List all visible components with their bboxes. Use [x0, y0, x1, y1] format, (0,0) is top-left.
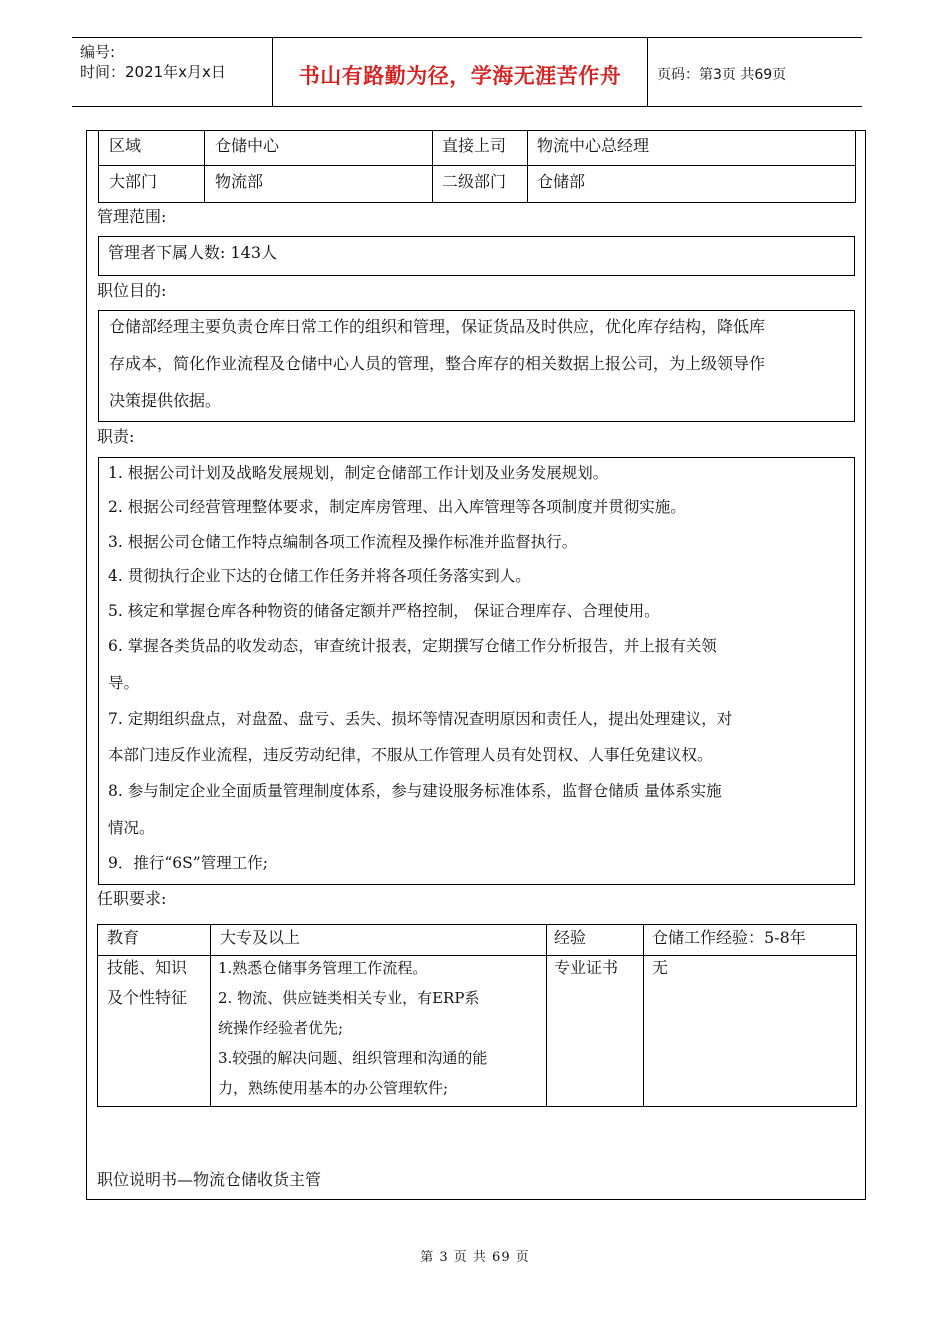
duty-line: 5. 核定和掌握仓库各种物资的储备定额并严格控制， 保证合理库存、合理使用。 — [108, 602, 660, 620]
table-divider — [432, 130, 433, 202]
subdept-label: 二级部门 — [442, 172, 507, 191]
number-label: 编号: — [80, 43, 116, 61]
education-value: 大专及以上 — [220, 928, 301, 947]
table-divider — [98, 955, 856, 956]
duties-box — [98, 457, 855, 885]
experience-value: 仓储工作经验：5-8年 — [652, 928, 806, 947]
table-divider — [527, 130, 528, 202]
region-value: 仓储中心 — [215, 136, 280, 155]
table-divider — [546, 925, 547, 1106]
header-meta — [80, 42, 226, 82]
scope-heading: 管理范围: — [97, 207, 167, 226]
table-divider — [99, 165, 855, 166]
supervisor-value: 物流中心总经理 — [537, 136, 650, 155]
skills-line: 力，熟练使用基本的办公管理软件; — [218, 1079, 449, 1097]
duty-line: 3. 根据公司仓储工作特点编制各项工作流程及操作标准并监督执行。 — [108, 533, 578, 551]
skills-label: 及个性特征 — [107, 988, 188, 1007]
cert-label: 专业证书 — [554, 958, 619, 977]
region-label: 区域 — [109, 136, 142, 155]
next-section-title: 职位说明书—物流仓储收货主管 — [97, 1170, 322, 1189]
page-header — [72, 37, 862, 107]
dept-value: 物流部 — [215, 172, 264, 191]
duty-line: 1. 根据公司计划及战略发展规划，制定仓储部工作计划及业务发展规划。 — [108, 464, 609, 482]
skills-line: 统操作经验者优先; — [218, 1019, 344, 1037]
purpose-line: 决策提供依据。 — [109, 391, 222, 410]
table-divider — [210, 925, 211, 1106]
duty-line: 4. 贯彻执行企业下达的仓储工作任务并将各项任务落实到人。 — [108, 567, 531, 585]
duty-line: 6. 掌握各类货品的收发动态，审查统计报表，定期撰写仓储工作分析报告，并上报有关领 — [108, 637, 717, 655]
experience-label: 经验 — [554, 928, 587, 947]
duty-line: 9．推行“6S”管理工作; — [108, 854, 268, 872]
header-page-number: 页码：第3页 共69页 — [657, 67, 787, 83]
scope-content: 管理者下属人数: 143人 — [108, 243, 278, 262]
duty-line: 情况。 — [108, 819, 155, 837]
duties-heading: 职责: — [97, 427, 135, 446]
time-label: 时间：2021年x月x日 — [80, 63, 226, 81]
skills-label: 技能、知识 — [107, 958, 188, 977]
header-motto: 书山有路勤为径，学海无涯苦作舟 — [298, 64, 622, 88]
table-divider — [204, 130, 205, 202]
duty-line: 2. 根据公司经营管理整体要求，制定库房管理、出入库管理等各项制度并贯彻实施。 — [108, 498, 686, 516]
cert-value: 无 — [652, 958, 669, 977]
skills-line: 1.熟悉仓储事务管理工作流程。 — [218, 959, 428, 977]
duty-line: 导。 — [108, 674, 140, 692]
duty-line: 7. 定期组织盘点，对盘盈、盘亏、丢失、损坏等情况查明原因和责任人，提出处理建议，对 — [108, 710, 733, 728]
duty-line: 8. 参与制定企业全面质量管理制度体系，参与建设服务标准体系，监督仓储质 量体系实施 — [108, 782, 722, 800]
requirements-table — [97, 924, 857, 1107]
supervisor-label: 直接上司 — [442, 136, 507, 155]
requirements-heading: 任职要求: — [97, 889, 167, 908]
header-divider — [647, 38, 648, 106]
table-divider — [643, 925, 644, 1106]
skills-line: 3.较强的解决问题、组织管理和沟通的能 — [218, 1049, 488, 1067]
dept-label: 大部门 — [109, 172, 158, 191]
duty-line: 本部门违反作业流程，违反劳动纪律，不服从工作管理人员有处罚权、人事任免建议权。 — [108, 746, 713, 764]
subdept-value: 仓储部 — [537, 172, 586, 191]
skills-line: 2. 物流、供应链类相关专业，有ERP系 — [218, 989, 480, 1007]
page-footer: 第 3 页 共 69 页 — [420, 1250, 530, 1265]
purpose-line: 仓储部经理主要负责仓库日常工作的组织和管理，保证货品及时供应，优化库存结构，降低库 — [109, 317, 766, 336]
purpose-line: 存成本，简化作业流程及仓储中心人员的管理，整合库存的相关数据上报公司，为上级领导作 — [109, 354, 766, 373]
education-label: 教育 — [107, 928, 140, 947]
purpose-heading: 职位目的: — [97, 281, 167, 300]
